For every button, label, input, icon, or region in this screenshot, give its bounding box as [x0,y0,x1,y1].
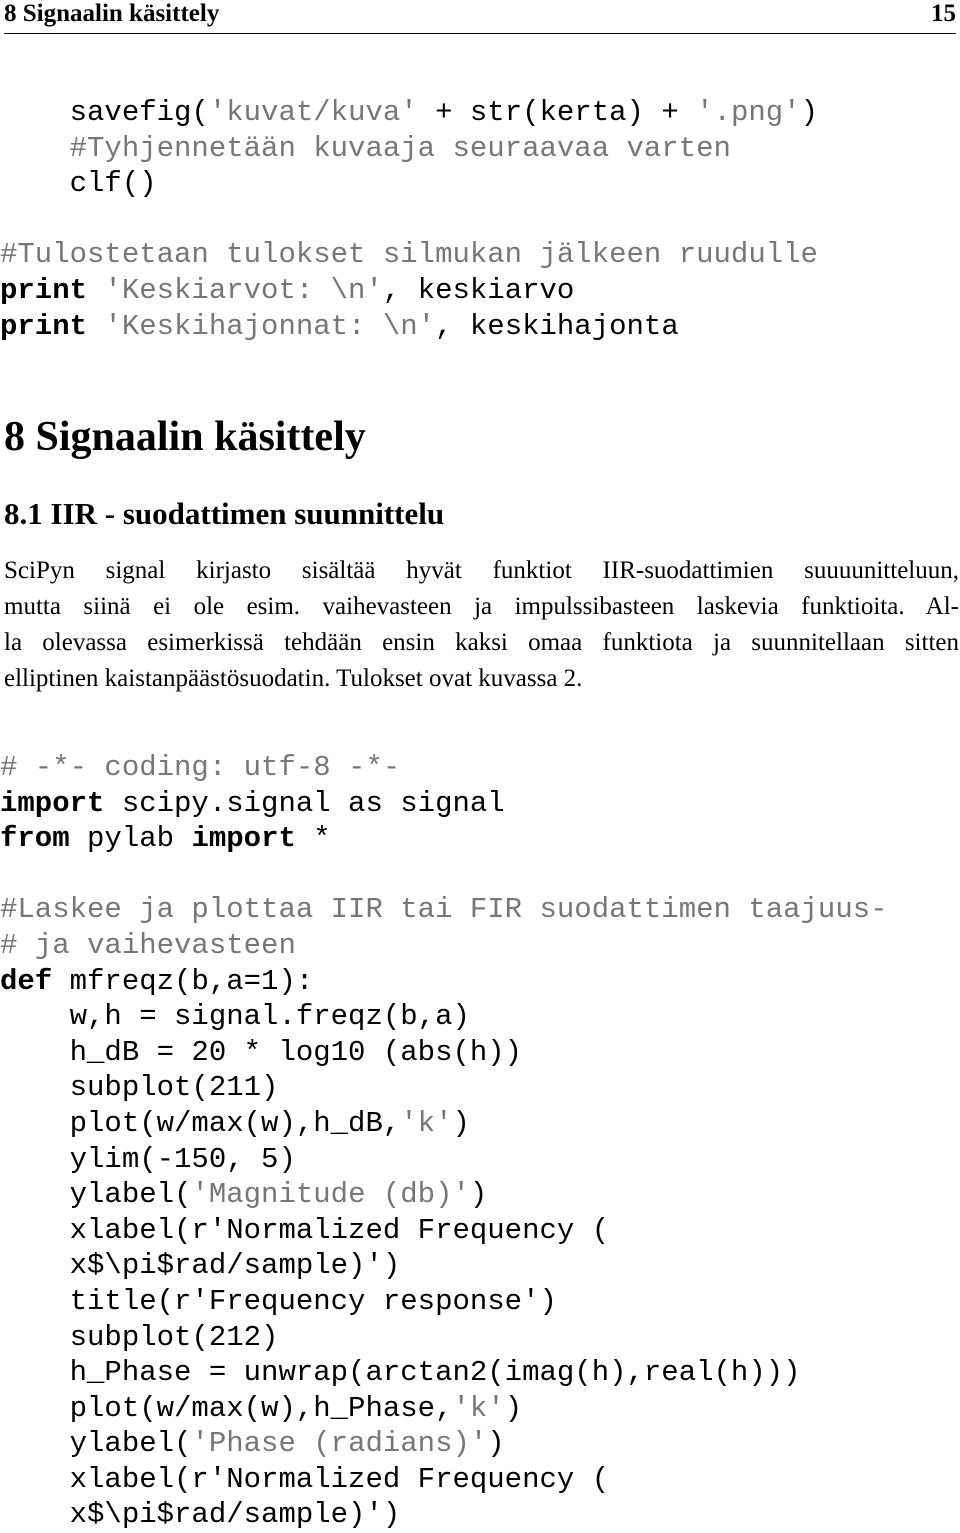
code-text: ) [800,96,818,129]
code-line [0,1320,888,1356]
code-keyword: from [0,822,70,856]
code-text: title(r'Frequency response') [0,1284,557,1318]
code-text: h_dB = 20 * log10 (abs(h)) [0,1035,523,1069]
code-string: 'Phase (radians)' [191,1427,488,1461]
code-line [0,1177,888,1213]
code-line [0,237,818,273]
code-line [0,1070,888,1106]
code-text: mfreqz(b,a=1): [52,964,314,998]
code-line [0,131,818,167]
code-line [0,1497,888,1533]
paragraph-line: mutta siinä ei ole esim. vaihevasteen ja impulssibasteen laskevia funktioita. Al- [4,593,959,620]
code-string: 'Keskihajonnat: \n' [104,309,436,343]
body-paragraph [4,553,959,697]
code-keyword: import [0,786,105,820]
code-string: 'k' [400,1106,453,1140]
code-line [0,821,888,857]
code-line [0,892,888,928]
code-text: , keskihajonta [435,309,679,343]
code-line [0,1355,888,1391]
code-comment: #Tulostetaan tulokset silmukan jälkeen ruudulle [0,238,818,272]
code-line [0,309,818,345]
code-text: clf() [0,167,157,201]
code-line [0,1426,888,1462]
code-keyword: import [191,822,296,856]
code-comment: #Tyhjennetään kuvaaja seuraavaa varten [0,131,731,165]
code-line [0,786,888,822]
code-line [0,1248,888,1284]
code-line [0,999,888,1035]
code-text: plot(w/max(w),h_dB, [0,1106,401,1140]
subsection-heading: 8.1 IIR - suodattimen suunnittelu [4,496,445,531]
paragraph-line: la olevassa esimerkissä tehdään ensin kaksi omaa funktiota ja suunnitellaan sitten [4,629,959,656]
code-line [0,1106,888,1142]
code-line [0,928,888,964]
code-line [0,750,888,786]
code-line [0,273,818,309]
code-text: subplot(211) [0,1071,279,1105]
code-keyword: print [0,309,88,343]
code-line [0,1142,888,1178]
code-string: 'Keskiarvot: \n' [104,273,383,307]
code-text: ) [504,1391,523,1425]
page-number: 15 [931,0,956,27]
code-text [87,274,104,307]
code-text: subplot(212) [0,1320,279,1354]
code-line [0,1213,888,1249]
running-head [4,0,956,30]
code-text: ) [487,1427,505,1461]
code-keyword: print [0,273,88,307]
code-text: plot(w/max(w),h_Phase, [0,1391,453,1425]
code-string: 'Magnitude (db)' [191,1178,470,1212]
code-string: '.png' [696,96,801,129]
code-line [0,1462,888,1498]
code-comment: # -*- coding: utf-8 -*- [0,751,401,784]
code-line [0,1391,888,1427]
code-text: ylabel( [0,1178,192,1212]
code-text: pylab [69,822,192,856]
code-keyword: def [0,964,53,998]
paragraph-line: SciPyn signal kirjasto sisältää hyvät funktiot IIR-suodattimien suuuunitteluun, [4,557,959,584]
section-heading: 8 Signaalin käsittely [4,414,366,460]
code-text: xlabel(r'Normalized Frequency ( [0,1213,610,1247]
code-text: h_Phase = unwrap(arctan2(imag(h),real(h))) [0,1356,801,1390]
code-line [0,857,888,893]
code-block-bottom [0,750,888,1533]
code-text: savefig( [0,96,209,129]
code-text [87,310,104,343]
code-line [0,202,818,238]
header-rule [4,33,956,34]
code-text: * [295,822,331,856]
code-text: xlabel(r'Normalized Frequency ( [0,1462,610,1496]
code-line [0,964,888,1000]
code-comment: # ja vaihevasteen [0,928,296,962]
code-line [0,1035,888,1071]
paragraph-line: elliptinen kaistanpäästösuodatin. Tulokset ovat kuvassa 2. [4,665,583,692]
code-text: x$\pi$rad/sample)') [0,1498,401,1532]
code-block-top [0,95,818,344]
code-string: 'k' [452,1391,505,1425]
code-text: w,h = signal.freqz(b,a) [0,1000,470,1034]
running-head-chapter: 8 Signaalin käsittely [4,0,220,27]
code-text: ) [469,1178,488,1212]
code-text: ) [452,1106,470,1140]
code-string: 'kuvat/kuva' [208,96,418,129]
code-text: + str(kerta) + [417,96,697,129]
code-line [0,1284,888,1320]
code-text: scipy.signal as signal [104,786,505,820]
code-line [0,166,818,202]
code-comment: #Laskee ja plottaa IIR tai FIR suodattimen taajuus- [0,893,888,927]
code-line [0,95,818,131]
code-text: ylabel( [0,1427,192,1461]
code-text: , keskiarvo [382,273,575,307]
code-text: ylim(-150, 5) [0,1142,296,1176]
code-text: x$\pi$rad/sample)') [0,1249,401,1283]
